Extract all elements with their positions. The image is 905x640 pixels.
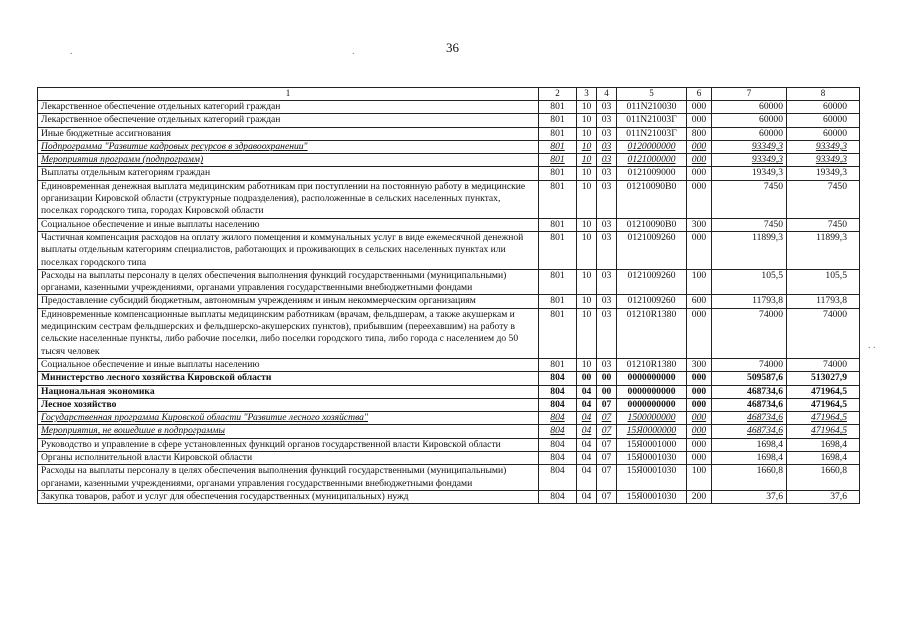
row-expense-type-code: 000: [687, 114, 712, 127]
row-ministry-code: 801: [539, 218, 577, 231]
row-section-code: 10: [577, 101, 597, 114]
row-amount-col8: 19349,3: [787, 167, 860, 180]
row-expense-type-code: 000: [687, 412, 712, 425]
row-target-article-code: 01210090В0: [617, 180, 687, 218]
row-amount-col8: 74000: [787, 358, 860, 371]
row-expense-type-code: 000: [687, 425, 712, 438]
row-name: Закупка товаров, работ и услуг для обеспечения государственных (муниципальных) нужд: [38, 490, 539, 503]
row-amount-col7: 468734,6: [712, 412, 787, 425]
row-name: Национальная экономика: [38, 385, 539, 398]
scan-speck: .: [352, 46, 355, 57]
row-amount-col8: 1660,8: [787, 465, 860, 491]
row-amount-col7: 19349,3: [712, 167, 787, 180]
row-section-code: 04: [577, 385, 597, 398]
row-expense-type-code: 000: [687, 438, 712, 451]
row-subsection-code: 03: [597, 180, 617, 218]
column-header: 3: [577, 88, 597, 101]
row-subsection-code: 03: [597, 114, 617, 127]
row-ministry-code: 801: [539, 154, 577, 167]
row-expense-type-code: 000: [687, 372, 712, 385]
table-row: [38, 140, 860, 153]
table-row: [38, 180, 860, 218]
row-target-article-code: 01210R1380: [617, 308, 687, 358]
row-amount-col7: 1698,4: [712, 452, 787, 465]
row-target-article-code: 15Я0001030: [617, 465, 687, 491]
row-section-code: 04: [577, 490, 597, 503]
row-amount-col7: 11793,8: [712, 295, 787, 308]
row-subsection-code: 07: [597, 398, 617, 411]
row-section-code: 10: [577, 308, 597, 358]
row-amount-col8: 105,5: [787, 269, 860, 295]
row-amount-col7: 60000: [712, 127, 787, 140]
row-name: Подпрограмма "Развитие кадровых ресурсов в здравоохранении": [38, 140, 539, 153]
row-ministry-code: 804: [539, 372, 577, 385]
row-amount-col7: 1698,4: [712, 438, 787, 451]
table-row: [38, 452, 860, 465]
row-subsection-code: 07: [597, 425, 617, 438]
row-amount-col8: 471964,5: [787, 412, 860, 425]
table-row: [38, 358, 860, 371]
row-section-code: 10: [577, 358, 597, 371]
column-header: 7: [712, 88, 787, 101]
row-target-article-code: 0121000000: [617, 154, 687, 167]
scan-speck: .: [70, 46, 73, 57]
column-header: 2: [539, 88, 577, 101]
row-amount-col8: 93349,3: [787, 154, 860, 167]
budget-table: [37, 87, 860, 504]
row-amount-col8: 471964,5: [787, 425, 860, 438]
row-expense-type-code: 100: [687, 269, 712, 295]
row-section-code: 10: [577, 295, 597, 308]
row-target-article-code: 0000000000: [617, 398, 687, 411]
row-subsection-code: 07: [597, 452, 617, 465]
row-expense-type-code: 100: [687, 465, 712, 491]
row-subsection-code: 07: [597, 438, 617, 451]
row-expense-type-code: 300: [687, 218, 712, 231]
row-amount-col8: 7450: [787, 180, 860, 218]
row-ministry-code: 804: [539, 385, 577, 398]
row-target-article-code: 1500000000: [617, 412, 687, 425]
table-row: [38, 218, 860, 231]
table-row: [38, 438, 860, 451]
row-section-code: 00: [577, 372, 597, 385]
row-amount-col7: 7450: [712, 218, 787, 231]
table-row: [38, 372, 860, 385]
row-amount-col8: 11793,8: [787, 295, 860, 308]
row-name: Иные бюджетные ассигнования: [38, 127, 539, 140]
row-expense-type-code: 000: [687, 167, 712, 180]
row-name: Министерство лесного хозяйства Кировской области: [38, 372, 539, 385]
row-expense-type-code: 000: [687, 385, 712, 398]
row-amount-col8: 93349,3: [787, 140, 860, 153]
row-amount-col7: 93349,3: [712, 154, 787, 167]
row-amount-col8: 60000: [787, 114, 860, 127]
row-expense-type-code: 000: [687, 452, 712, 465]
row-target-article-code: 011N21003Г: [617, 114, 687, 127]
row-name: Социальное обеспечение и иные выплаты населению: [38, 218, 539, 231]
row-amount-col7: 468734,6: [712, 425, 787, 438]
row-ministry-code: 801: [539, 231, 577, 269]
row-amount-col8: 74000: [787, 308, 860, 358]
row-section-code: 10: [577, 218, 597, 231]
row-ministry-code: 801: [539, 295, 577, 308]
row-ministry-code: 804: [539, 425, 577, 438]
row-expense-type-code: 800: [687, 127, 712, 140]
row-section-code: 04: [577, 452, 597, 465]
row-name: Единовременная денежная выплата медицинским работникам при поступлении на постоянную работу в медицинские организации Кировской области (структурные подразделения), расположенные в сельских населенных пунктах, поселках городского типа, городах Кировской области: [38, 180, 539, 218]
row-ministry-code: 804: [539, 452, 577, 465]
row-section-code: 04: [577, 465, 597, 491]
row-ministry-code: 801: [539, 101, 577, 114]
row-subsection-code: 03: [597, 127, 617, 140]
row-name: Социальное обеспечение и иные выплаты населению: [38, 358, 539, 371]
row-section-code: 10: [577, 114, 597, 127]
row-expense-type-code: 200: [687, 490, 712, 503]
table-row: [38, 425, 860, 438]
row-ministry-code: 801: [539, 127, 577, 140]
row-name: Мероприятия программ (подпрограмм): [38, 154, 539, 167]
row-section-code: 10: [577, 140, 597, 153]
row-subsection-code: 07: [597, 490, 617, 503]
row-ministry-code: 801: [539, 358, 577, 371]
column-header: 1: [38, 88, 539, 101]
row-name: Единовременные компенсационные выплаты медицинским работникам (врачам, фельдшерам, а также акушеркам и медицинским сестрам фельдшерских и фельдшерско-акушерских пунктов), прибывшим (переехавшим) на работу в сельские населенные пункты, либо рабочие поселки, либо поселки городского типа, либо города с населением до 50 тысяч человек: [38, 308, 539, 358]
column-header: 8: [787, 88, 860, 101]
table-row: [38, 114, 860, 127]
column-header: 6: [687, 88, 712, 101]
row-ministry-code: 801: [539, 140, 577, 153]
row-target-article-code: 0121009260: [617, 231, 687, 269]
row-amount-col8: 60000: [787, 101, 860, 114]
row-ministry-code: 804: [539, 490, 577, 503]
row-amount-col8: 60000: [787, 127, 860, 140]
row-amount-col8: 37,6: [787, 490, 860, 503]
row-amount-col7: 468734,6: [712, 398, 787, 411]
row-subsection-code: 07: [597, 465, 617, 491]
row-amount-col7: 509587,6: [712, 372, 787, 385]
table-header-row: [38, 88, 860, 101]
page-number: 36: [446, 40, 459, 55]
row-amount-col8: 471964,5: [787, 385, 860, 398]
table-row: [38, 101, 860, 114]
table-row: [38, 269, 860, 295]
table-row: [38, 398, 860, 411]
column-header: 4: [597, 88, 617, 101]
row-subsection-code: 07: [597, 412, 617, 425]
row-target-article-code: 0000000000: [617, 385, 687, 398]
row-target-article-code: 15Я0001030: [617, 490, 687, 503]
row-amount-col7: 37,6: [712, 490, 787, 503]
table-row: [38, 465, 860, 491]
row-subsection-code: 03: [597, 154, 617, 167]
row-amount-col8: 7450: [787, 218, 860, 231]
table-row: [38, 167, 860, 180]
row-ministry-code: 801: [539, 269, 577, 295]
row-name: Лекарственное обеспечение отдельных категорий граждан: [38, 101, 539, 114]
row-section-code: 10: [577, 127, 597, 140]
row-amount-col7: 60000: [712, 114, 787, 127]
row-target-article-code: 15Я0001030: [617, 452, 687, 465]
row-name: Частичная компенсация расходов на оплату жилого помещения и коммунальных услуг в виде ежемесячной денежной выплаты отдельным категориям специалистов, работающих и проживающих в сельских населенных пунктах или поселках городского типа: [38, 231, 539, 269]
row-ministry-code: 801: [539, 114, 577, 127]
row-ministry-code: 804: [539, 412, 577, 425]
row-name: Расходы на выплаты персоналу в целях обеспечения выполнения функций государственными (муниципальными) органами, казенными учреждениями, органами управления государственными внебюджетными фондами: [38, 465, 539, 491]
row-amount-col7: 7450: [712, 180, 787, 218]
row-expense-type-code: 600: [687, 295, 712, 308]
row-subsection-code: 03: [597, 231, 617, 269]
row-ministry-code: 804: [539, 465, 577, 491]
row-amount-col8: 11899,3: [787, 231, 860, 269]
row-name: Мероприятия, не вошедшие в подпрограммы: [38, 425, 539, 438]
row-ministry-code: 804: [539, 438, 577, 451]
row-expense-type-code: 000: [687, 180, 712, 218]
row-target-article-code: 0121009260: [617, 269, 687, 295]
row-name: Расходы на выплаты персоналу в целях обеспечения выполнения функций государственными (муниципальными) органами, казенными учреждениями, органами управления государственными внебюджетными фондами: [38, 269, 539, 295]
row-amount-col7: 11899,3: [712, 231, 787, 269]
row-expense-type-code: 000: [687, 398, 712, 411]
row-name: Выплаты отдельным категориям граждан: [38, 167, 539, 180]
row-amount-col7: 60000: [712, 101, 787, 114]
row-section-code: 10: [577, 180, 597, 218]
scan-speck: . .: [868, 340, 876, 351]
row-amount-col8: 513027,9: [787, 372, 860, 385]
table-row: [38, 385, 860, 398]
row-target-article-code: 011N21003Г: [617, 127, 687, 140]
row-subsection-code: 00: [597, 372, 617, 385]
table-row: [38, 412, 860, 425]
row-subsection-code: 03: [597, 218, 617, 231]
table-row: [38, 231, 860, 269]
row-target-article-code: 01210R1380: [617, 358, 687, 371]
row-name: Предоставление субсидий бюджетным, автономным учреждениям и иным некоммерческим организациям: [38, 295, 539, 308]
row-expense-type-code: 000: [687, 231, 712, 269]
row-subsection-code: 03: [597, 140, 617, 153]
table-row: [38, 127, 860, 140]
row-subsection-code: 03: [597, 167, 617, 180]
row-section-code: 10: [577, 167, 597, 180]
row-section-code: 10: [577, 154, 597, 167]
row-expense-type-code: 300: [687, 358, 712, 371]
row-name: Лесное хозяйство: [38, 398, 539, 411]
table-body: [38, 101, 860, 504]
row-subsection-code: 03: [597, 358, 617, 371]
row-section-code: 04: [577, 398, 597, 411]
row-expense-type-code: 000: [687, 154, 712, 167]
row-section-code: 04: [577, 425, 597, 438]
row-section-code: 10: [577, 231, 597, 269]
row-name: Руководство и управление в сфере установленных функций органов государственной власти Кировской области: [38, 438, 539, 451]
row-name: Лекарственное обеспечение отдельных категорий граждан: [38, 114, 539, 127]
row-subsection-code: 03: [597, 295, 617, 308]
row-ministry-code: 801: [539, 167, 577, 180]
row-subsection-code: 00: [597, 385, 617, 398]
column-header: 5: [617, 88, 687, 101]
row-expense-type-code: 000: [687, 140, 712, 153]
row-amount-col7: 105,5: [712, 269, 787, 295]
row-subsection-code: 03: [597, 101, 617, 114]
row-amount-col7: 74000: [712, 358, 787, 371]
row-subsection-code: 03: [597, 269, 617, 295]
row-amount-col7: 74000: [712, 308, 787, 358]
row-ministry-code: 801: [539, 308, 577, 358]
row-ministry-code: 801: [539, 180, 577, 218]
row-target-article-code: 15Я0000000: [617, 425, 687, 438]
row-target-article-code: 011N210030: [617, 101, 687, 114]
table-row: [38, 308, 860, 358]
row-amount-col8: 471964,5: [787, 398, 860, 411]
row-target-article-code: 0000000000: [617, 372, 687, 385]
row-amount-col7: 93349,3: [712, 140, 787, 153]
row-name: Государственная программа Кировской области "Развитие лесного хозяйства": [38, 412, 539, 425]
row-section-code: 04: [577, 412, 597, 425]
row-target-article-code: 01210090В0: [617, 218, 687, 231]
row-section-code: 04: [577, 438, 597, 451]
row-target-article-code: 0120000000: [617, 140, 687, 153]
row-ministry-code: 804: [539, 398, 577, 411]
row-target-article-code: 0121009000: [617, 167, 687, 180]
row-expense-type-code: 000: [687, 101, 712, 114]
row-section-code: 10: [577, 269, 597, 295]
row-name: Органы исполнительной власти Кировской области: [38, 452, 539, 465]
row-expense-type-code: 000: [687, 308, 712, 358]
table-row: [38, 154, 860, 167]
row-amount-col8: 1698,4: [787, 452, 860, 465]
row-subsection-code: 03: [597, 308, 617, 358]
row-target-article-code: 0121009260: [617, 295, 687, 308]
row-amount-col7: 1660,8: [712, 465, 787, 491]
row-amount-col8: 1698,4: [787, 438, 860, 451]
table-row: [38, 295, 860, 308]
row-amount-col7: 468734,6: [712, 385, 787, 398]
row-target-article-code: 15Я0001000: [617, 438, 687, 451]
table-row: [38, 490, 860, 503]
